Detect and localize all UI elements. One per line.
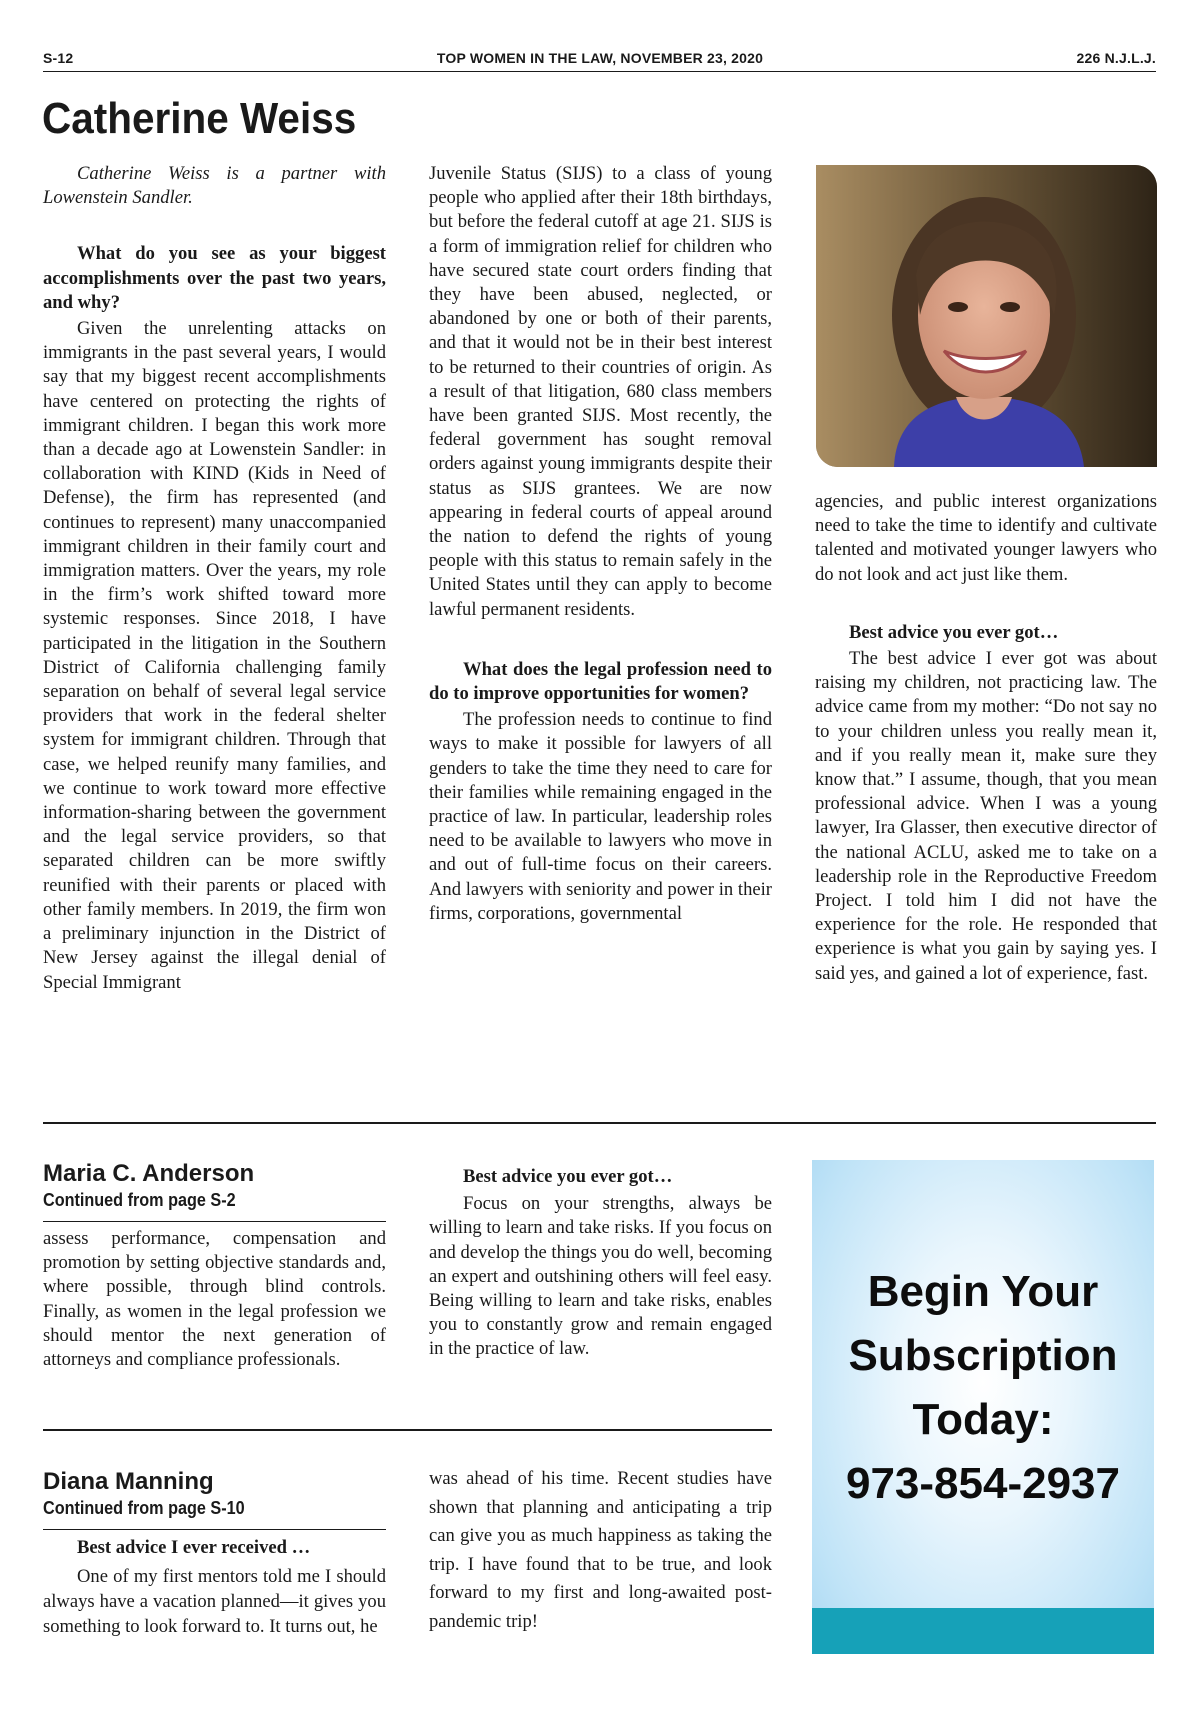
weiss-answer-2a: The profession needs to continue to find ways to make it possible for lawyers of all genders to take the time they need to care for their families while remaining engaged in the practice of law. In particular, leadership roles need to be available to lawyers who move in and out of full-time focus on their careers. And lawyers with seniority and power in their firms, corporations, governmental [429, 709, 772, 924]
ad-footer-band [812, 1608, 1154, 1654]
ad-line-3: Today: [912, 1395, 1054, 1444]
citation: 226 N.J.L.J. [1076, 50, 1156, 66]
anderson-continued: Continued from page S-2 [43, 1190, 236, 1210]
anderson-question: Best advice you ever got… [463, 1166, 673, 1187]
weiss-answer-2b: agencies, and public interest organizations need to take the time to identify and cultivate talented and motivated younger lawyers who do not look and act just like them. [815, 491, 1157, 585]
anderson-text: assess performance, compensation and promotion by setting objective standards and, where possible, through blind controls. Finally, as women in the legal profession we should mentor the next generation of attorneys and compliance professionals. [43, 1228, 386, 1371]
subscription-ad[interactable] [812, 1160, 1154, 1654]
anderson-rule [43, 1221, 386, 1222]
article-title: Catherine Weiss [42, 94, 357, 143]
weiss-answer-1b: Juvenile Status (SIJS) to a class of young people who applied after their 18th birthdays, but before the federal cutoff at age 21. SIJS is a form of immigration relief for children who have secured state court orders finding that they have been abused, neglected, or abandoned by one or both of their parents, and that it would not be in their best interest to be returned to their countries of origin. As a result of that litigation, 680 class members have been granted SIJS. Most recently, the federal government has sought removal orders against young immigrants despite their status as SIJS grantees. We are now appearing in federal courts of appeal around the nation to defend the rights of young people with this status to remain safely in the United States until they can apply to become lawful permanent residents. [429, 163, 772, 620]
weiss-answer-1a: Given the unrelenting attacks on immigrants in the past several years, I would say that my biggest recent accomplishments have centered on protecting the rights of immigrant children. I began this work more than a decade ago at Lowenstein Sandler: in collaboration with KIND (Kids in Need of Defense), the firm has represented (and continues to represent) many unaccompanied immigrant children in their family court and immigration matters. Over the years, my role in the firm’s work shifted toward more systemic responses. Since 2018, I have participated in the litigation in the Southern District of California challenging family separation on behalf of several legal service providers that work in the federal shelter system for immigrant children. Through that case, we helped reunify many families, and we continue to work toward more effective information-sharing between the government and the legal service providers, so that separated children can be more swiftly reunified with their parents or placed with other family members. In 2019, the firm won a preliminary injunction in the District of New Jersey against the illegal denial of Special Immigrant [43, 318, 386, 993]
ad-line-1: Begin Your [867, 1267, 1099, 1316]
weiss-question-1: What do you see as your biggest accomplishments over the past two years, and why? [43, 243, 386, 313]
ad-line-2: Subscription [848, 1331, 1118, 1380]
header-rule [43, 71, 1156, 72]
manning-name: Diana Manning [43, 1468, 214, 1495]
anderson-answer: Focus on your strengths, always be willing to learn and take risks. If you focus on and develop the things you do well, becoming an expert and outshining others will feel easy. Being willing to learn and take risks, enables you to constantly grow and remain engaged in the practice of law. [429, 1193, 772, 1360]
manning-answer-b: was ahead of his time. Recent studies have shown that planning and anticipating a trip can give you as much happiness as taking the trip. I have found that to be true, and look forward to my first and long-awaited post-pandemic trip! [429, 1468, 772, 1632]
ad-text [812, 1260, 1154, 1516]
weiss-column-2 [429, 162, 772, 926]
weiss-question-3: Best advice you ever got… [849, 621, 1059, 643]
weiss-column-1 [43, 162, 386, 995]
ad-phone[interactable]: 973-854-2937 [845, 1459, 1120, 1508]
manning-question: Best advice I ever received … [77, 1537, 311, 1558]
portrait-photo [816, 165, 1157, 467]
manning-rule [43, 1529, 386, 1530]
anderson-column-2 [429, 1165, 772, 1362]
section-divider [43, 1122, 1156, 1124]
page-number: S-12 [43, 50, 74, 66]
weiss-intro: Catherine Weiss is a partner with Lowenstein Sandler. [43, 163, 386, 209]
portrait-illustration [816, 165, 1157, 467]
anderson-name: Maria C. Anderson [43, 1160, 255, 1187]
weiss-answer-3: The best advice I ever got was about raising my children, not practicing law. The advice came from my mother: “Do not say no to your children unless you really mean it, and if you really mean it, make sure they know that.” I assume, though, that you mean professional advice. When I was a young lawyer, Ira Glasser, then executive director of the national ACLU, asked me to take on a leadership role in the Reproductive Freedom Project. I told him I did not have the experience for the role. He responded that experience is what you gain by saying yes. I said yes, and gained a lot of experience, fast. [815, 648, 1157, 984]
manning-continued: Continued from page S-10 [43, 1498, 245, 1518]
anderson-divider [43, 1429, 772, 1431]
anderson-column-1 [43, 1227, 386, 1372]
weiss-column-3 [815, 490, 1157, 986]
manning-column-1 [43, 1535, 386, 1639]
publication-title: TOP WOMEN IN THE LAW, NOVEMBER 23, 2020 [436, 50, 764, 66]
weiss-question-2: What does the legal profession need to do to improve opportunities for women? [429, 658, 772, 705]
manning-answer-a: One of my first mentors told me I should always have a vacation planned—it gives you something to look forward to. It turns out, he [43, 1566, 386, 1637]
manning-column-2 [429, 1465, 772, 1637]
